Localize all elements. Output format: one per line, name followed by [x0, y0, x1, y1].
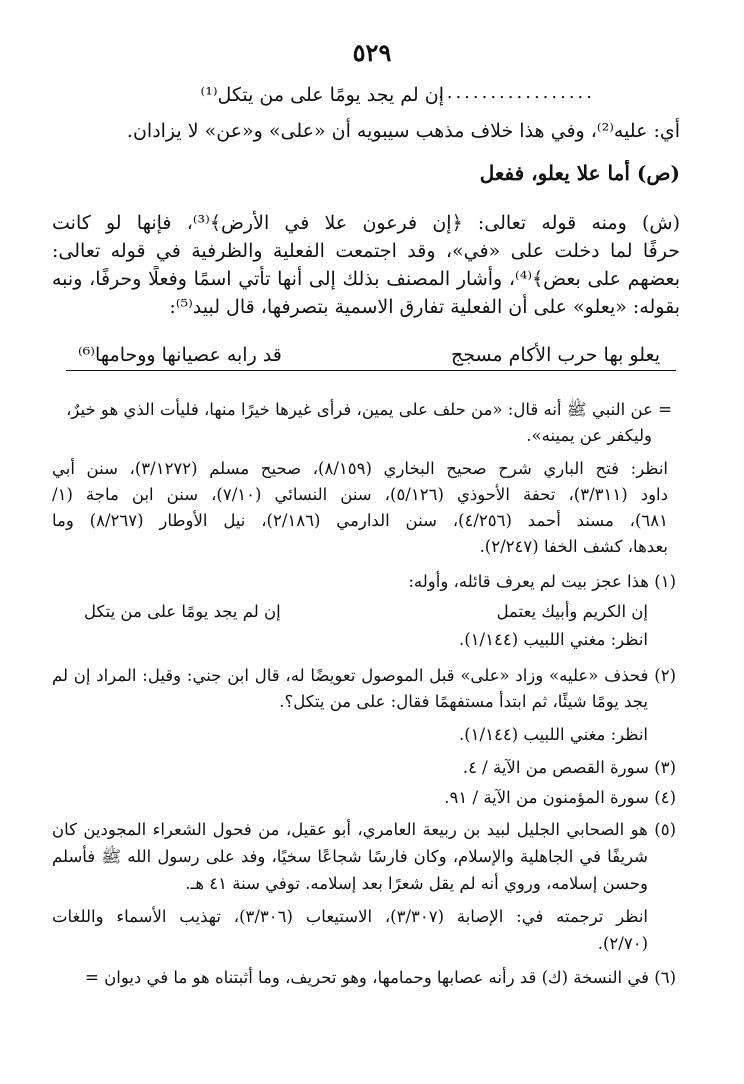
verse-ellipsis: .................. [438, 82, 595, 103]
footnote-reference: ٦٨١)، مسند أحمد (٤/٢٥٦)، سنن الدارمي (٢/١٨٦)، نيل الأوطار (٨/٢٦٧) وما [52, 511, 668, 530]
main-text-line: بعضهم على بعض﴾⁽⁴⁾، وأشار المصنف بذلك إلى أنها تأتي اسمًا وفعلًا وحرفًا، ونبه [52, 268, 680, 290]
footnote-continuation: وليكفر عن يمينه». [526, 426, 652, 445]
footnote-6: (٦) في النسخة (ك) قد رأنه عصابها وحمامها، وهو تحريف، وما أثبتناه هو ما في ديوان = [85, 968, 676, 987]
footnote-5-ref: (٢/٧٠). [597, 934, 648, 953]
footnote-3: (٣) سورة القصص من الآية / ٤. [462, 758, 676, 777]
footnote-5: شريفًا في الجاهلية والإسلام، وكان فارسًا شجاعًا سخيًا، وفد على رسول الله ﷺ فأسلم [52, 847, 648, 866]
footnote-5: (٥) هو الصحابي الجليل لبيد بن ربيعة العامري، أبو عقيل، من فحول الشعراء المجودين كان [52, 820, 676, 839]
footnote-1: (١) هذا عجز بيت لم يعرف قائله، وأوله: [408, 572, 676, 591]
footnote-5-ref: انظر ترجمته في: الإصابة (٣/٣٠٧)، الاستيعاب (٣/٣٠٦)، تهذيب الأسماء واللغات [52, 907, 648, 926]
footnote-1-verse-first: إن الكريم وأبيك يعتمل [496, 602, 648, 621]
footnote-1-verse-second: إن لم يجد يومًا على من يتكل [84, 602, 281, 621]
section-heading: (ص) أما علا يعلو، ففعل [479, 161, 680, 185]
poem-second-hemistich: قد رابه عصيانها ووحامها⁽⁶⁾ [78, 344, 282, 366]
main-text-line: بقوله: «يعلو» على أن الفعلية تفارق الاسمية بتصرفها، قال لبيد⁽⁵⁾: [169, 296, 680, 318]
footnote-5: وحسن إسلامه، وروي أنه لم يقل شعرًا بعد إسلامه. توفي سنة ٤١ هـ. [185, 874, 648, 893]
footnote-2: (٢) فحذف «عليه» وزاد «على» قبل الموصول تعويضًا له، قال ابن جني: وقيل: المراد إن لم [52, 666, 676, 685]
poem-first-hemistich: يعلو بها حرب الأكام مسجج [450, 344, 660, 366]
section-divider [66, 370, 676, 371]
verse-second-hemistich: إن لم يجد يومًا على من يتكل⁽¹⁾ [200, 84, 444, 106]
footnote-reference: بعدها، كشف الخفا (٢/٢٤٧). [479, 537, 668, 556]
footnote-reference: انظر: فتح الباري شرح صحيح البخاري (٨/١٥٩)، صحيح مسلم (٣/١٢٧٢)، سنن أبي [52, 459, 668, 478]
main-text-line: (ش) ومنه قوله تعالى: ﴿إن فرعون علا في الأرض﴾⁽³⁾، فإنها لو كانت [52, 212, 680, 234]
footnote-2-ref: انظر: مغني اللبيب (١/١٤٤). [458, 725, 648, 744]
page-number: ٥٢٩ [352, 38, 392, 67]
main-text-line: حرفًا لما دخلت على «في»، وقد اجتمعت الفعلية والظرفية في قوله تعالى: [52, 240, 680, 262]
footnote-4: (٤) سورة المؤمنون من الآية / ٩١. [444, 788, 676, 807]
footnote-continuation: = عن النبي ﷺ أنه قال: «من حلف على يمين، فرأى غيرها خيرًا منها، فليأت الذي هو خيرٌ، [66, 400, 672, 419]
footnote-2: يجد يومًا شيئًا، ثم ابتدأ مستفهمًا فقال: على من يتكل؟. [279, 692, 648, 711]
footnote-reference: داود (٣/٣١١)، تحفة الأحوذي (٥/١٢٦)، سنن النسائي (٧/١٠)، سنن ابن ماجة (١/ [52, 485, 668, 504]
main-text-line: أي: عليه⁽²⁾، وفي هذا خلاف مذهب سيبويه أن «على» و«عن» لا يزادان. [126, 120, 680, 142]
footnote-1-ref: انظر: مغني اللبيب (١/١٤٤). [458, 630, 648, 649]
